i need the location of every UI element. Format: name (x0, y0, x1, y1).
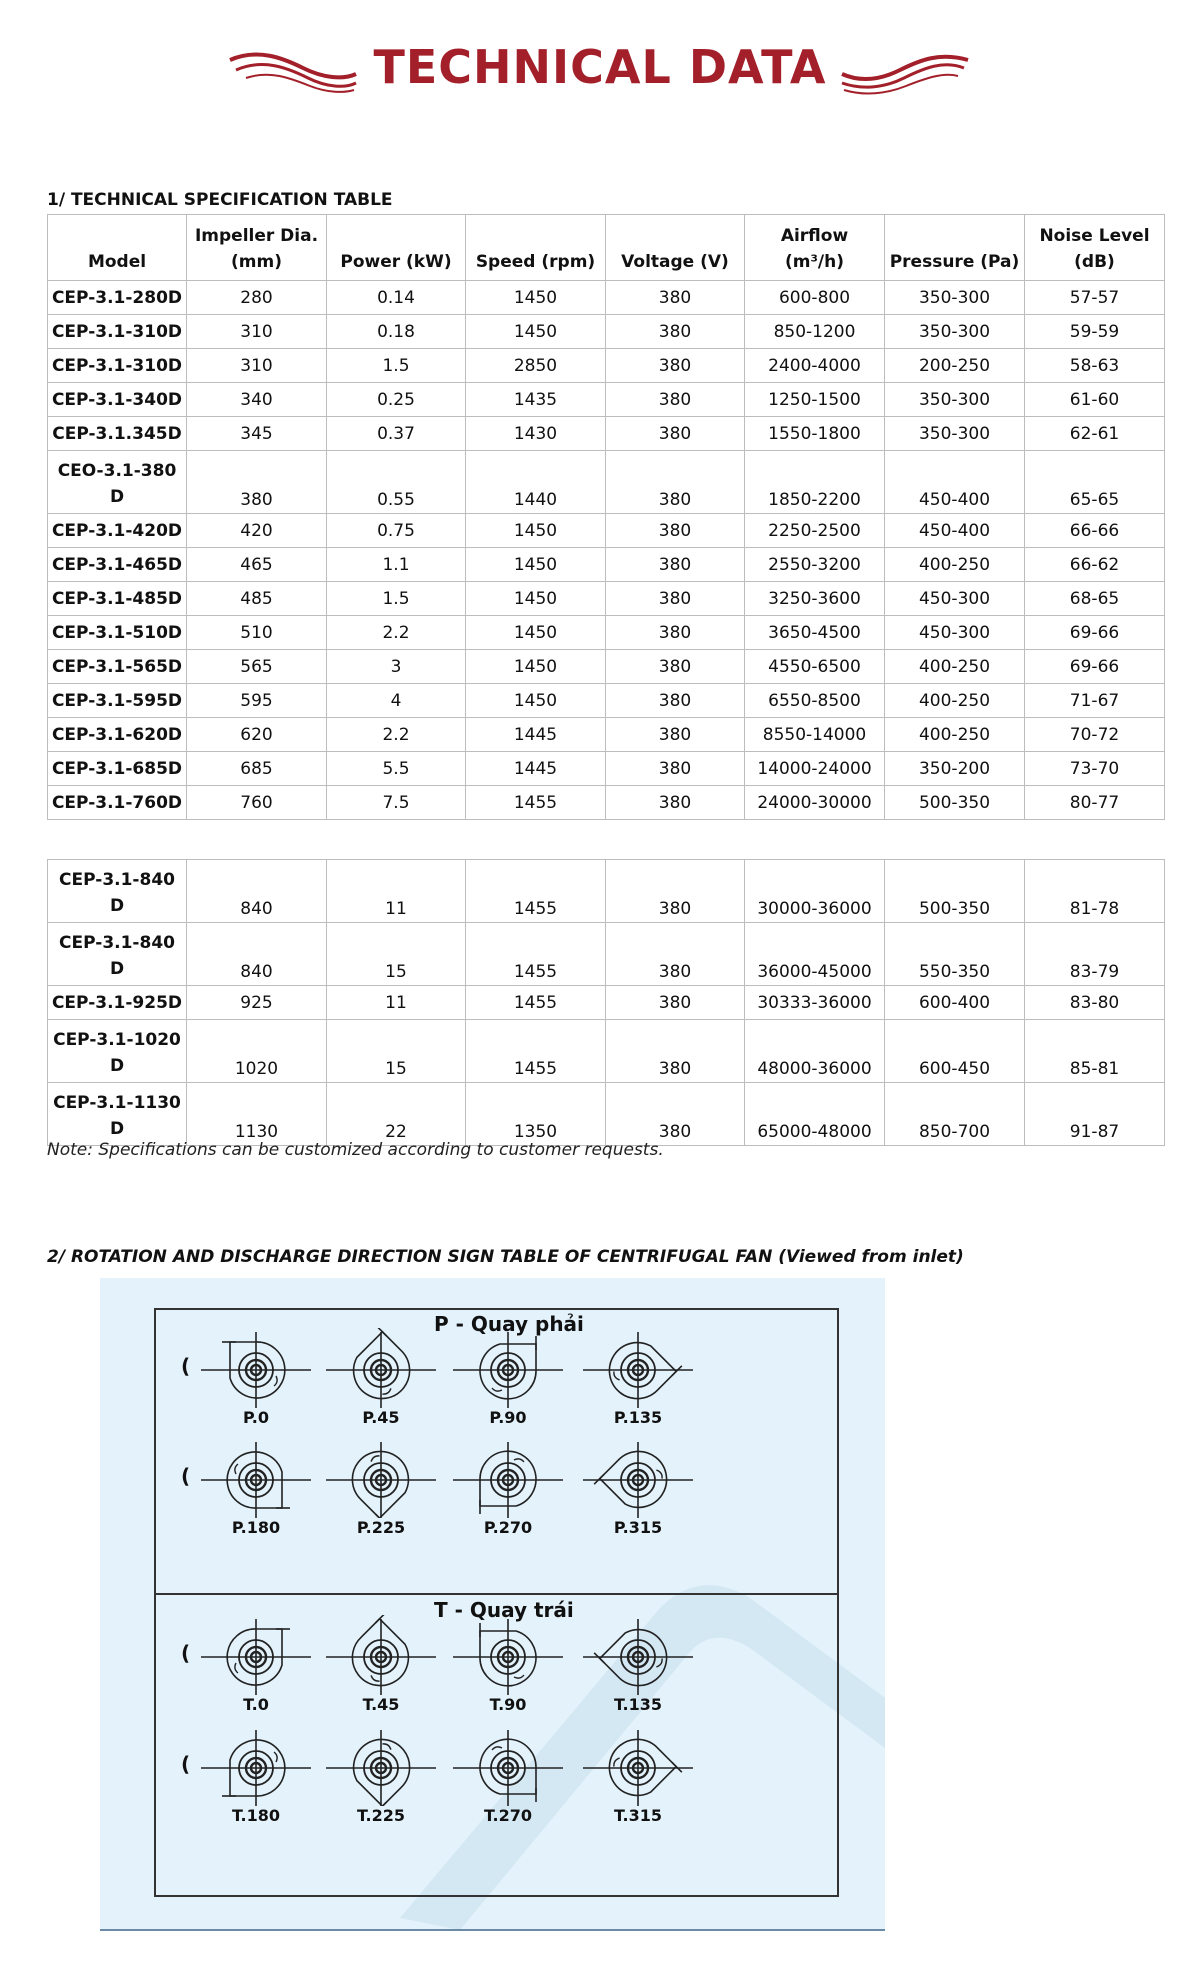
column-header-line2: (dB) (1074, 252, 1115, 272)
section2-title: 2/ ROTATION AND DISCHARGE DIRECTION SIGN TABLE OF CENTRIFUGAL FAN (Viewed from inlet) (47, 1247, 964, 1267)
cell-pressure: 350-300 (885, 417, 1025, 451)
cell-dia: 310 (187, 349, 327, 383)
cell-speed: 1455 (466, 1020, 606, 1083)
cell-power: 5.5 (327, 752, 466, 786)
cell-voltage: 380 (606, 616, 745, 650)
bottom-rule (100, 1929, 885, 1931)
column-header-line1: Airflow (780, 226, 849, 246)
fan-direction-label: T.225 (357, 1806, 405, 1825)
fan-symbol-icon (201, 1328, 311, 1408)
table-row (48, 315, 1165, 349)
cell-dia: 380 (187, 451, 327, 514)
cell-dia: 340 (187, 383, 327, 417)
cell-noise: 62-61 (1025, 417, 1165, 451)
group-label-left: T - Quay trái (434, 1598, 574, 1622)
table-row (48, 752, 1165, 786)
cell-power: 7.5 (327, 786, 466, 820)
cell-pressure: 350-300 (885, 383, 1025, 417)
page-header (0, 38, 1200, 98)
section1-title: 1/ TECHNICAL SPECIFICATION TABLE (47, 190, 393, 210)
fan-symbol-icon (326, 1615, 436, 1695)
model-name: CEP-3.1-685D (51, 758, 183, 779)
rotation-diagram-panel (100, 1278, 885, 1930)
cell-noise: 91-87 (1025, 1083, 1165, 1146)
column-header (48, 215, 187, 281)
cell-model (48, 684, 187, 718)
cell-voltage: 380 (606, 349, 745, 383)
fan-direction-label: T.135 (614, 1695, 662, 1714)
table-row (48, 514, 1165, 548)
cell-voltage: 380 (606, 684, 745, 718)
cell-dia: 760 (187, 786, 327, 820)
cell-pressure: 400-250 (885, 718, 1025, 752)
cell-airflow: 850-1200 (745, 315, 885, 349)
cell-voltage: 380 (606, 548, 745, 582)
cell-model (48, 383, 187, 417)
table-row (48, 923, 1165, 986)
fan-symbol-icon (201, 1438, 311, 1518)
cell-dia: 345 (187, 417, 327, 451)
column-header-line1: Noise Level (1039, 226, 1150, 246)
cell-airflow: 2250-2500 (745, 514, 885, 548)
fan-direction-label: T.90 (489, 1695, 527, 1714)
cell-speed: 2850 (466, 349, 606, 383)
table-row (48, 986, 1165, 1020)
cell-speed: 1445 (466, 752, 606, 786)
fan-symbol-icon (326, 1726, 436, 1806)
column-header-line2: Speed (rpm) (475, 252, 596, 272)
column-header-line2: Power (kW) (340, 252, 452, 272)
fan-symbol-icon (326, 1328, 436, 1408)
cell-noise: 59-59 (1025, 315, 1165, 349)
cell-dia: 595 (187, 684, 327, 718)
cell-voltage: 380 (606, 281, 745, 315)
table-row (48, 616, 1165, 650)
fan-direction-label: P.315 (613, 1518, 663, 1537)
cell-speed: 1455 (466, 786, 606, 820)
cell-model (48, 582, 187, 616)
cell-voltage: 380 (606, 786, 745, 820)
cell-model (48, 718, 187, 752)
table-row (48, 281, 1165, 315)
cell-airflow: 1250-1500 (745, 383, 885, 417)
fan-symbol-icon (453, 1328, 563, 1408)
column-header (187, 215, 327, 281)
cell-voltage: 380 (606, 417, 745, 451)
cell-airflow: 1550-1800 (745, 417, 885, 451)
fan-direction-label: P.0 (243, 1408, 269, 1427)
fan-direction-label: P.90 (489, 1408, 527, 1427)
cell-voltage: 380 (606, 860, 745, 923)
cell-model (48, 417, 187, 451)
cell-pressure: 200-250 (885, 349, 1025, 383)
group-divider (156, 1593, 837, 1595)
cell-airflow: 6550-8500 (745, 684, 885, 718)
cell-model (48, 281, 187, 315)
fan-symbol-icon (583, 1438, 693, 1518)
cell-power: 2.2 (327, 718, 466, 752)
cell-dia: 420 (187, 514, 327, 548)
cell-model (48, 349, 187, 383)
model-name: CEP-3.1.345D (52, 423, 182, 444)
cell-dia: 685 (187, 752, 327, 786)
model-name-suffix: D (109, 959, 125, 979)
spec-table-large (47, 859, 1165, 1146)
cell-noise: 66-62 (1025, 548, 1165, 582)
cell-airflow: 3650-4500 (745, 616, 885, 650)
cell-pressure: 500-350 (885, 786, 1025, 820)
rotation-diagram-frame (154, 1308, 839, 1897)
cell-speed: 1435 (466, 383, 606, 417)
cell-voltage: 380 (606, 451, 745, 514)
cell-dia: 565 (187, 650, 327, 684)
inlet-mark-icon: ( (181, 1641, 191, 1665)
cell-noise: 58-63 (1025, 349, 1165, 383)
table-row (48, 349, 1165, 383)
column-header-line1: Impeller Dia. (194, 226, 319, 246)
cell-airflow: 2550-3200 (745, 548, 885, 582)
cell-airflow: 14000-24000 (745, 752, 885, 786)
cell-speed: 1450 (466, 514, 606, 548)
model-name: CEP-3.1-310D (51, 321, 183, 342)
cell-power: 4 (327, 684, 466, 718)
cell-pressure: 400-250 (885, 548, 1025, 582)
fan-symbol-icon (453, 1438, 563, 1518)
cell-voltage: 380 (606, 1083, 745, 1146)
page-title: TECHNICAL DATA (373, 40, 827, 94)
cell-power: 0.25 (327, 383, 466, 417)
cell-speed: 1450 (466, 650, 606, 684)
cell-speed: 1450 (466, 684, 606, 718)
model-name: CEP-3.1-565D (51, 656, 183, 677)
cell-speed: 1430 (466, 417, 606, 451)
cell-speed: 1455 (466, 860, 606, 923)
cell-power: 3 (327, 650, 466, 684)
cell-voltage: 380 (606, 1020, 745, 1083)
cell-model (48, 650, 187, 684)
model-name: CEP-3.1-465D (51, 554, 183, 575)
cell-airflow: 8550-14000 (745, 718, 885, 752)
cell-power: 15 (327, 923, 466, 986)
column-header-line2: Model (87, 252, 147, 272)
cell-power: 1.5 (327, 582, 466, 616)
cell-pressure: 450-400 (885, 514, 1025, 548)
table-row (48, 860, 1165, 923)
cell-noise: 81-78 (1025, 860, 1165, 923)
column-header-line2: (m³/h) (784, 252, 844, 272)
cell-noise: 57-57 (1025, 281, 1165, 315)
column-header-line2: (mm) (231, 252, 282, 272)
cell-airflow: 4550-6500 (745, 650, 885, 684)
cell-dia: 280 (187, 281, 327, 315)
cell-dia: 465 (187, 548, 327, 582)
cell-dia: 840 (187, 923, 327, 986)
cell-model (48, 451, 187, 514)
fan-symbol-icon (201, 1615, 311, 1695)
table-row (48, 582, 1165, 616)
cell-voltage: 380 (606, 582, 745, 616)
cell-power: 1.1 (327, 548, 466, 582)
column-header-line2: Voltage (V) (621, 252, 729, 272)
table-row (48, 786, 1165, 820)
model-name-suffix: D (109, 487, 125, 507)
group-label-right: P - Quay phải (434, 1312, 584, 1336)
cell-pressure: 850-700 (885, 1083, 1025, 1146)
cell-airflow: 65000-48000 (745, 1083, 885, 1146)
cell-pressure: 450-400 (885, 451, 1025, 514)
cell-dia: 510 (187, 616, 327, 650)
table-row (48, 718, 1165, 752)
cell-voltage: 380 (606, 383, 745, 417)
cell-speed: 1350 (466, 1083, 606, 1146)
cell-dia: 485 (187, 582, 327, 616)
fan-direction-label: P.180 (231, 1518, 281, 1537)
cell-dia: 1130 (187, 1083, 327, 1146)
cell-dia: 620 (187, 718, 327, 752)
table-row (48, 684, 1165, 718)
cell-model (48, 616, 187, 650)
cell-airflow: 48000-36000 (745, 1020, 885, 1083)
fan-direction-label: P.45 (362, 1408, 400, 1427)
cell-airflow: 30000-36000 (745, 860, 885, 923)
cell-speed: 1455 (466, 986, 606, 1020)
model-name: CEP-3.1-925D (51, 992, 183, 1013)
model-name: CEP-3.1-510D (51, 622, 183, 643)
cell-speed: 1450 (466, 548, 606, 582)
cell-noise: 83-80 (1025, 986, 1165, 1020)
cell-voltage: 380 (606, 718, 745, 752)
cell-speed: 1450 (466, 315, 606, 349)
fan-symbol-icon (453, 1726, 563, 1806)
cell-pressure: 350-200 (885, 752, 1025, 786)
spec-note: Note: Specifications can be customized according to customer requests. (47, 1140, 664, 1160)
table-row (48, 383, 1165, 417)
cell-model (48, 315, 187, 349)
cell-voltage: 380 (606, 752, 745, 786)
model-name: CEP-3.1-280D (51, 287, 183, 308)
cell-noise: 71-67 (1025, 684, 1165, 718)
cell-airflow: 24000-30000 (745, 786, 885, 820)
cell-noise: 66-66 (1025, 514, 1165, 548)
column-header (745, 215, 885, 281)
column-header (327, 215, 466, 281)
cell-airflow: 1850-2200 (745, 451, 885, 514)
cell-speed: 1450 (466, 616, 606, 650)
cell-model (48, 923, 187, 986)
cell-power: 11 (327, 860, 466, 923)
model-name: CEP-3.1-340D (51, 389, 183, 410)
cell-pressure: 500-350 (885, 860, 1025, 923)
model-name: CEP-3.1-595D (51, 690, 183, 711)
cell-model (48, 1083, 187, 1146)
cell-voltage: 380 (606, 923, 745, 986)
cell-power: 2.2 (327, 616, 466, 650)
cell-power: 15 (327, 1020, 466, 1083)
cell-power: 1.5 (327, 349, 466, 383)
cell-airflow: 600-800 (745, 281, 885, 315)
inlet-mark-icon: ( (181, 1354, 191, 1378)
cell-pressure: 450-300 (885, 616, 1025, 650)
cell-dia: 310 (187, 315, 327, 349)
model-name: CEO-3.1-380 (57, 461, 177, 481)
cell-power: 0.14 (327, 281, 466, 315)
cell-pressure: 550-350 (885, 923, 1025, 986)
cell-noise: 70-72 (1025, 718, 1165, 752)
cell-voltage: 380 (606, 986, 745, 1020)
cell-model (48, 786, 187, 820)
fan-symbol-icon (583, 1328, 693, 1408)
fan-direction-label: T.315 (614, 1806, 662, 1825)
cell-noise: 61-60 (1025, 383, 1165, 417)
cell-airflow: 36000-45000 (745, 923, 885, 986)
cell-noise: 83-79 (1025, 923, 1165, 986)
fan-symbol-icon (201, 1726, 311, 1806)
cell-pressure: 600-400 (885, 986, 1025, 1020)
table-row (48, 548, 1165, 582)
fan-direction-label: P.135 (613, 1408, 663, 1427)
model-name: CEP-3.1-1020 (53, 1030, 181, 1050)
cell-model (48, 986, 187, 1020)
table-row (48, 650, 1165, 684)
cell-model (48, 860, 187, 923)
cell-power: 11 (327, 986, 466, 1020)
model-name-suffix: D (109, 1056, 125, 1076)
table-header-row (48, 215, 1165, 281)
cell-power: 0.75 (327, 514, 466, 548)
cell-noise: 73-70 (1025, 752, 1165, 786)
table-row (48, 1083, 1165, 1146)
cell-pressure: 400-250 (885, 684, 1025, 718)
fan-direction-label: P.225 (356, 1518, 406, 1537)
cell-noise: 68-65 (1025, 582, 1165, 616)
model-name: CEP-3.1-840 (59, 933, 175, 953)
model-name-suffix: D (109, 1119, 125, 1139)
cell-speed: 1440 (466, 451, 606, 514)
cell-pressure: 350-300 (885, 315, 1025, 349)
cell-model (48, 1020, 187, 1083)
model-name: CEP-3.1-620D (51, 724, 183, 745)
cell-model (48, 548, 187, 582)
model-name: CEP-3.1-310D (51, 355, 183, 376)
model-name: CEP-3.1-840 (59, 870, 175, 890)
cell-noise: 85-81 (1025, 1020, 1165, 1083)
model-name: CEP-3.1-1130 (53, 1093, 181, 1113)
fan-symbol-icon (583, 1726, 693, 1806)
fan-direction-label: T.270 (484, 1806, 532, 1825)
cell-noise: 65-65 (1025, 451, 1165, 514)
cell-dia: 925 (187, 986, 327, 1020)
cell-voltage: 380 (606, 315, 745, 349)
cell-airflow: 3250-3600 (745, 582, 885, 616)
cell-dia: 1020 (187, 1020, 327, 1083)
model-name: CEP-3.1-760D (51, 792, 183, 813)
cell-airflow: 30333-36000 (745, 986, 885, 1020)
cell-pressure: 350-300 (885, 281, 1025, 315)
table-row (48, 1020, 1165, 1083)
cell-noise: 69-66 (1025, 650, 1165, 684)
cell-dia: 840 (187, 860, 327, 923)
cell-speed: 1450 (466, 582, 606, 616)
cell-speed: 1445 (466, 718, 606, 752)
column-header (606, 215, 745, 281)
cell-power: 0.18 (327, 315, 466, 349)
cell-airflow: 2400-4000 (745, 349, 885, 383)
cell-voltage: 380 (606, 650, 745, 684)
cell-power: 22 (327, 1083, 466, 1146)
table-row (48, 451, 1165, 514)
model-name-suffix: D (109, 896, 125, 916)
cell-noise: 80-77 (1025, 786, 1165, 820)
cell-speed: 1450 (466, 281, 606, 315)
fan-direction-label: T.45 (362, 1695, 400, 1714)
model-name: CEP-3.1-485D (51, 588, 183, 609)
cell-pressure: 450-300 (885, 582, 1025, 616)
cell-pressure: 400-250 (885, 650, 1025, 684)
cell-pressure: 600-450 (885, 1020, 1025, 1083)
cell-speed: 1455 (466, 923, 606, 986)
cell-noise: 69-66 (1025, 616, 1165, 650)
cell-power: 0.37 (327, 417, 466, 451)
column-header (466, 215, 606, 281)
model-name: CEP-3.1-420D (51, 520, 183, 541)
fan-direction-label: P.270 (483, 1518, 533, 1537)
table-row (48, 417, 1165, 451)
cell-power: 0.55 (327, 451, 466, 514)
cell-model (48, 752, 187, 786)
fan-symbol-icon (583, 1615, 693, 1695)
inlet-mark-icon: ( (181, 1464, 191, 1488)
fan-direction-label: T.180 (232, 1806, 280, 1825)
fan-symbol-icon (326, 1438, 436, 1518)
right-wave-ornament (840, 46, 970, 96)
cell-model (48, 514, 187, 548)
cell-voltage: 380 (606, 514, 745, 548)
fan-symbol-icon (453, 1615, 563, 1695)
column-header (885, 215, 1025, 281)
column-header (1025, 215, 1165, 281)
column-header-line2: Pressure (Pa) (889, 252, 1020, 272)
inlet-mark-icon: ( (181, 1752, 191, 1776)
spec-table-main (47, 214, 1165, 820)
fan-direction-label: T.0 (243, 1695, 269, 1714)
